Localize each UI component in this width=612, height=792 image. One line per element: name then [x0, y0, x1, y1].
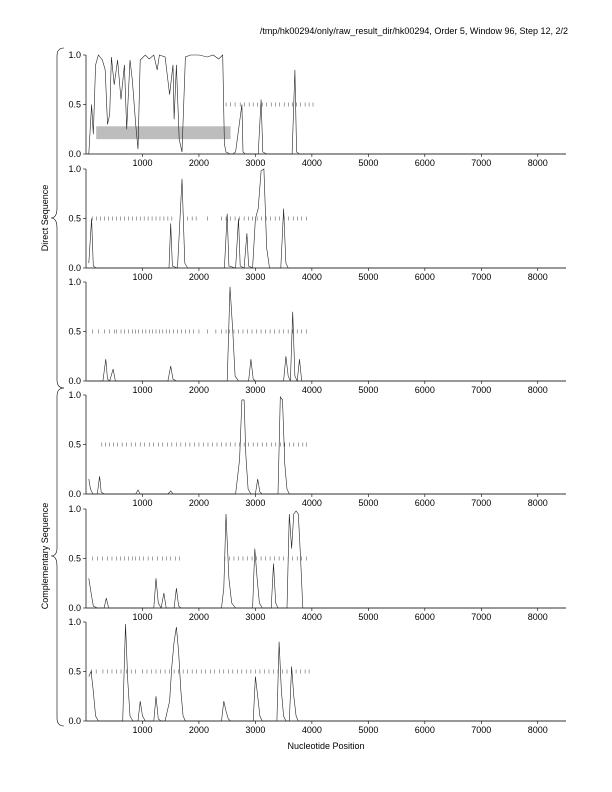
x-tick-label: 2000	[188, 272, 209, 282]
panel-2	[68, 164, 566, 282]
x-tick-label: 1000	[132, 272, 153, 282]
x-tick-label: 2000	[188, 725, 209, 735]
x-tick-label: 3000	[245, 272, 266, 282]
y-tick-label: 1.0	[68, 617, 81, 627]
y-tick-label: 0.5	[68, 213, 81, 224]
x-tick-label: 1000	[132, 612, 153, 622]
x-tick-label: 2000	[188, 385, 209, 395]
series-line	[89, 397, 566, 494]
x-tick-label: 4000	[301, 272, 322, 282]
x-tick-label: 6000	[414, 612, 435, 622]
x-tick-label: 7000	[471, 385, 492, 395]
header-path-text: /tmp/hk00294/only/raw_result_dir/hk00294, Order 5, Window 96, Step 12, 2/2	[259, 26, 568, 36]
x-tick-label: 1000	[132, 385, 153, 395]
x-tick-label: 7000	[471, 725, 492, 735]
y-tick-label: 1.0	[68, 164, 81, 174]
x-tick-label: 8000	[527, 158, 548, 168]
y-tick-label: 0.0	[68, 489, 81, 499]
x-tick-label: 1000	[132, 725, 153, 735]
x-tick-label: 4000	[301, 725, 322, 735]
y-tick-label: 1.0	[68, 50, 81, 60]
x-tick-label: 5000	[358, 158, 379, 168]
x-tick-label: 5000	[358, 725, 379, 735]
series-line	[89, 287, 566, 381]
x-tick-label: 3000	[245, 612, 266, 622]
y-tick-label: 0.0	[68, 376, 81, 386]
y-tick-label: 0.5	[68, 99, 81, 110]
panel-3	[68, 277, 566, 395]
y-tick-label: 0.0	[68, 716, 81, 726]
x-tick-label: 2000	[188, 498, 209, 508]
x-tick-label: 7000	[471, 612, 492, 622]
panel-5	[68, 504, 566, 622]
panels	[68, 50, 566, 735]
panel-1	[68, 50, 566, 168]
y-tick-label: 1.0	[68, 504, 81, 514]
x-tick-label: 6000	[414, 725, 435, 735]
x-tick-label: 6000	[414, 158, 435, 168]
x-tick-label: 4000	[301, 385, 322, 395]
x-tick-label: 3000	[245, 158, 266, 168]
x-tick-label: 5000	[358, 385, 379, 395]
x-tick-label: 3000	[245, 498, 266, 508]
y-tick-label: 0.5	[68, 326, 81, 337]
x-tick-label: 3000	[245, 385, 266, 395]
x-tick-label: 2000	[188, 612, 209, 622]
y-tick-label: 0.0	[68, 263, 81, 273]
panel-4	[68, 390, 566, 508]
x-tick-label: 6000	[414, 272, 435, 282]
x-tick-label: 6000	[414, 498, 435, 508]
x-tick-label: 7000	[471, 158, 492, 168]
y-tick-label: 0.0	[68, 603, 81, 613]
x-tick-label: 4000	[301, 158, 322, 168]
y-tick-label: 1.0	[68, 277, 81, 287]
x-tick-label: 8000	[527, 612, 548, 622]
x-tick-label: 7000	[471, 272, 492, 282]
complementary-sequence-brace	[51, 388, 64, 726]
x-tick-label: 8000	[527, 725, 548, 735]
direct-sequence-group	[40, 48, 64, 388]
x-tick-label: 8000	[527, 385, 548, 395]
x-tick-label: 3000	[245, 725, 266, 735]
x-tick-label: 5000	[358, 612, 379, 622]
y-tick-label: 0.5	[68, 439, 81, 450]
x-tick-label: 1000	[132, 498, 153, 508]
complementary-sequence-label: Complementary Sequence	[40, 502, 50, 610]
x-tick-label: 7000	[471, 498, 492, 508]
panel-6	[68, 617, 566, 735]
x-tick-label: 4000	[301, 612, 322, 622]
direct-sequence-brace	[51, 48, 64, 388]
x-tick-label: 8000	[527, 272, 548, 282]
shaded-band	[96, 126, 230, 139]
y-tick-label: 0.5	[68, 666, 81, 677]
x-tick-label: 6000	[414, 385, 435, 395]
complementary-sequence-group	[40, 388, 64, 726]
x-axis-label: Nucleotide Position	[287, 741, 365, 751]
y-tick-label: 0.0	[68, 149, 81, 159]
x-tick-label: 5000	[358, 272, 379, 282]
x-tick-label: 4000	[301, 498, 322, 508]
series-line	[89, 511, 566, 608]
series-line	[89, 169, 566, 268]
x-tick-label: 5000	[358, 498, 379, 508]
y-tick-label: 0.5	[68, 553, 81, 564]
direct-sequence-label: Direct Sequence	[40, 184, 50, 252]
x-tick-label: 1000	[132, 158, 153, 168]
x-tick-label: 8000	[527, 498, 548, 508]
y-tick-label: 1.0	[68, 390, 81, 400]
x-tick-label: 2000	[188, 158, 209, 168]
